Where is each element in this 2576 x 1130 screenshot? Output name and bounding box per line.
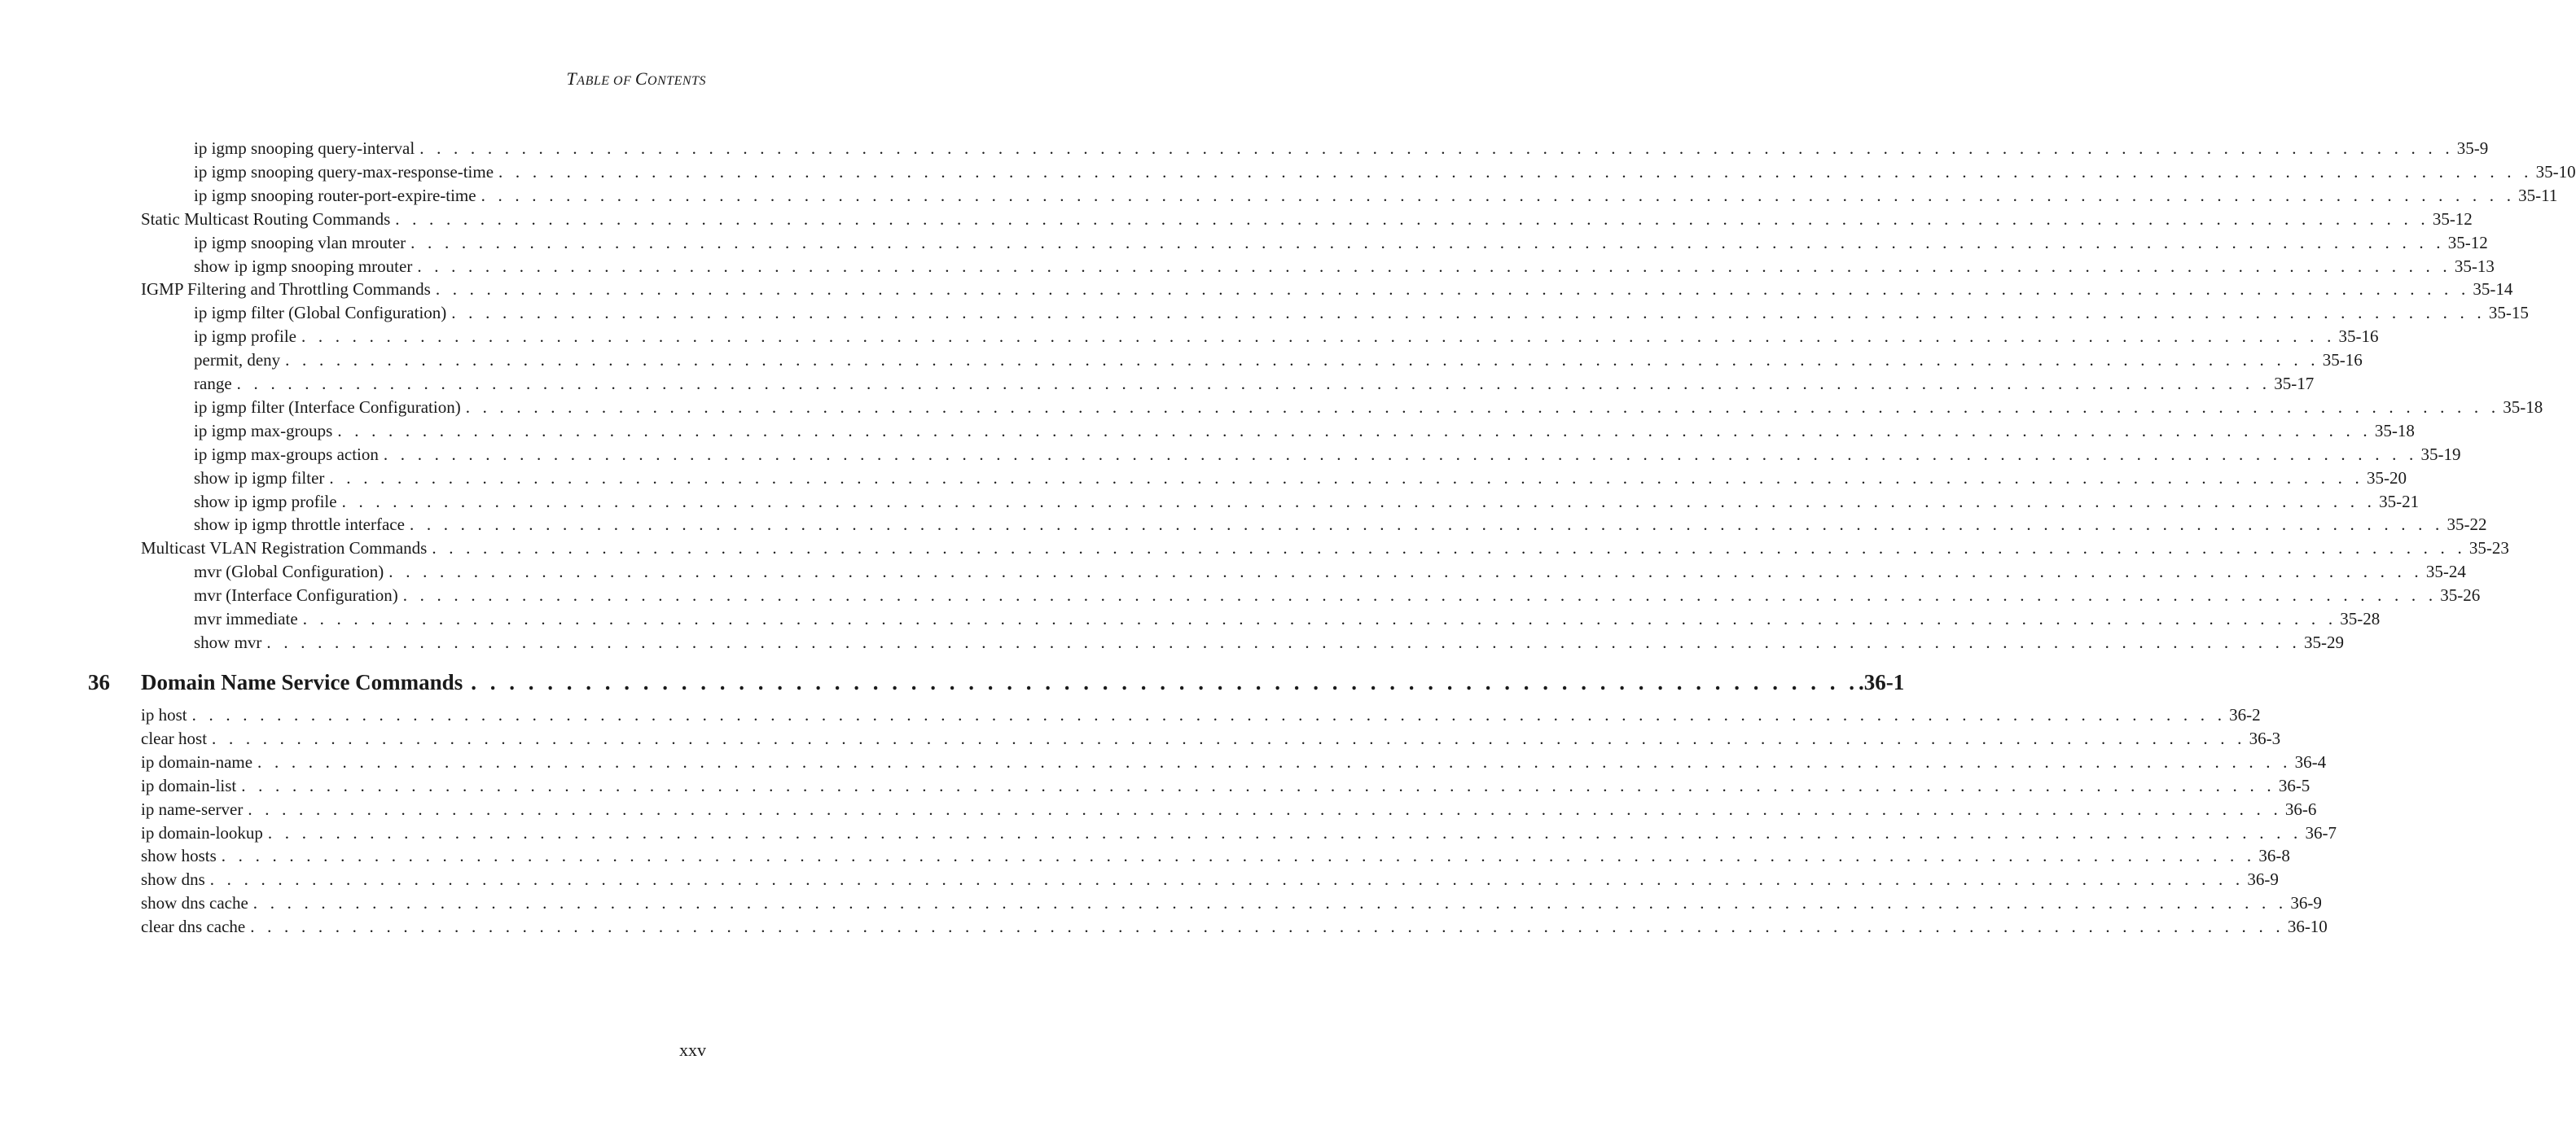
toc-entry-title: clear dns cache [141,917,246,937]
toc-entry-title: ip domain-name [141,751,253,772]
toc-entry-title: show ip igmp snooping mrouter [194,256,413,276]
toc-entry[interactable] [194,301,2529,325]
toc-entry-title: show ip igmp profile [194,491,337,511]
toc-entry[interactable] [141,868,2279,891]
toc-entry-title: ip igmp snooping router-port-expire-time [194,185,476,205]
dot-leader: . . . . . . . . . . . . . . . . . . . . . . . . . . . . . . . . . . . . . . . . . . . . . . . . . . . . . . . . . . . . . . . . . . . . . . . . . . . . . . . . . . . . . . . . . . . . . . . . . . . . . . . . . . . . . . . . . . . . . . . . [383,444,2418,464]
toc-entry-title: ip igmp snooping query-interval [194,138,415,158]
toc-entry-title: ip igmp max-groups action [194,444,379,464]
toc-entry[interactable] [194,584,2481,607]
toc-entry-title: show hosts [141,846,217,866]
toc-entry-title: ip igmp filter (Interface Configuration) [194,396,461,417]
chapter-heading[interactable] [88,670,1905,699]
toc-entry-title: show dns [141,869,205,890]
toc-entry-page: 35-9 [2456,138,2489,158]
dot-leader: . . . . . . . . . . . . . . . . . . . . . . . . . . . . . . . . . . . . . . . . . . . . . . . . . . . . . . . . . . . . . . . . . . . . . . . . . . . . . . . . . . . . . . . . . . . . . . . . . . . . . . . . . . . . . . . . . . . . . . . . [419,138,2454,158]
toc-entry-title: ip igmp max-groups [194,420,333,440]
toc-entry[interactable] [141,915,2328,939]
toc-entry-title: Multicast VLAN Registration Commands [141,538,428,558]
toc-entry-page: 35-14 [2473,279,2513,300]
dot-leader: . . . . . . . . . . . . . . . . . . . . . . . . . . . . . . . . . . . . . . . . . . . . . . . . . . . . . . . . . . . . . . . . . . . . . . . . . . . . . . . . . . . . . . . . . . . . . . . . . . . . . . . . . . . . . . . . . . . . . . . . [409,515,2444,535]
page-number: xxv [679,1040,706,1060]
toc-entry-page: 36-4 [2294,751,2327,772]
toc-entry-page: 35-11 [2518,185,2558,205]
dot-leader: . . . . . . . . . . . . . . . . . . . . . . . . . . . . . . . . . . . . . . . . . . . . . . . . . . . . . . . . . . . . . . . . . . . . . . . . . . . . . . . . . . . . . . . . . . . . . . . . . . . . . . . . . . . . . . . . . . . . . . . . [266,632,2301,652]
dot-leader: . . . . . . . . . . . . . . . . . . . . . . . . . . . . . . . . . . . . . . . . . . . . . . . . . . . . . . . . . . . . . . . . . . . . . . . . . . . . . . . . . . . . . . . . . . . . . . . . . . . . . . . . . . . . . . . . . . . . . . . . [236,374,2271,393]
dot-leader: . . . . . . . . . . . . . . . . . . . . . . . . . . . . . . . . . . . . . . . . . . . . . . . . . . . . . . . . . . . . . . . . . . . . . . . . . . . . . . . . . . . . . . . . . . . . . . . . . . . . . . . . . . . . . . . . . . . . . . . . [395,208,2429,229]
toc-entry[interactable] [141,821,2337,845]
dot-leader: . . . . . . . . . . . . . . . . . . . . . . . . . . . . . . . . . . . . . . . . . . . . . . . . . . . . . . . . . . . . . . . . . . . . . . . . . . . . . . . . . . . . . . . . . . . . . . . . . . . . . . . . . . . . . . . . . . . . . . . . [248,799,2282,819]
toc-entry-title: ip name-server [141,799,244,819]
toc-entry[interactable] [194,607,2381,631]
toc-entry[interactable] [194,255,2495,278]
dot-leader: . . . . . . . . . . . . . . . . . . . . . . . . . . . . . . . . . . . . . . . . . . . . . . . . . . . . . . . . . . . . . . . . . . . . . . . . . . . . . . . . . . . . . . . . . . . . . . . . . . . . . . . . . . . . . . . . . . . . . . . . [301,326,2336,347]
toc-entry-title: range [194,374,232,393]
toc-entry-page: 35-24 [2425,562,2466,582]
header-rest-2: ONTENTS [647,74,706,88]
toc-entry-title: show mvr [194,632,262,652]
toc-entry[interactable] [141,891,2322,915]
dot-leader: . . . . . . . . . . . . . . . . . . . . . . . . . . . . . . . . . . . . . . . . . . . . . . . . . . . . . . . . . . . . . . . . . . . . . . . . . . . . . . . . . . . . . . . . . . . . . . . . . . . . . . . . . . . . . . . . . . . . . . . . [241,775,2275,795]
header-rest-1: ABLE OF [577,74,635,88]
dot-leader: . . . . . . . . . . . . . . . . . . . . . . . . . . . . . . . . . . . . . . . . . . . . . . . . . . . . . . . . . . . . . . . . . . . . . . . . . . . . . . . . . . . . . . . . . . . . . . . . . . . . . . . . . . . . . . . . . . . . . . . . [209,869,2245,890]
toc-entry-page: 35-28 [2340,609,2381,629]
running-header [567,68,706,90]
toc-entry-page: 35-15 [2488,303,2529,323]
toc-entry-title: ip domain-list [141,775,237,795]
toc-entry-title: ip igmp snooping vlan mrouter [194,232,406,252]
toc-entry[interactable] [194,490,2420,514]
toc-entry-title: ip host [141,705,187,725]
toc-entry[interactable] [194,325,2379,348]
toc-entry-page: 35-20 [2366,467,2407,488]
toc-entry-page: 35-17 [2274,374,2315,393]
dot-leader: . . . . . . . . . . . . . . . . . . . . . . . . . . . . . . . . . . . . . . . . . . . . . . . . . . . . . . . . . . . . . . . . . . . . . . . . . . . . . . . . . . . . . . . . . . . . . . . . . . . . . . . . . . . . . . . . . . . . . . . . [212,728,2246,748]
toc-entry-title: ip domain-lookup [141,822,263,843]
toc-entry-page: 35-12 [2447,232,2488,252]
dot-leader: . . . . . . . . . . . . . . . . . . . . . . . . . . . . . . . . . . . . . . . . . . . . . . . . . . . . . . . . . . . . . . . . . . . . . . . . . . . . . . . . . . . . . . . . . . . . . . . . . . . . . . . . . . . . . . . . . . . . . . . . [329,467,2363,488]
toc-entry[interactable] [141,844,2290,868]
toc-entry-title: Static Multicast Routing Commands [141,208,391,229]
toc-entry-title: mvr (Interface Configuration) [194,585,398,606]
chapter-page: .36-1 [1858,670,1905,694]
toc-entry[interactable] [141,774,2311,798]
toc-entry[interactable] [194,160,2576,184]
toc-entry-title: show dns cache [141,893,248,913]
toc-entry[interactable] [141,751,2327,774]
toc-entry-title: mvr (Global Configuration) [194,562,384,582]
dot-leader: . . . . . . . . . . . . . . . . . . . . . . . . . . . . . . . . . . . . . . . . . . . . . . . . . . . . . . . . . . . . . . . . . . . . . . . . . . . . . . . . . . . . . . . . . . . . . . . . . . . . . . . . . . . . . . . . . . . . . . . . [498,161,2533,182]
toc-entry-page: 35-23 [2468,538,2509,558]
dot-leader: . . . . . . . . . . . . . . . . . . . . . . . . . . . . . . . . . . . . . . . . . . . . . . . . . . . . . . . . . . . . . . . . . . . . . . . . . . . . . . . . . . . . . . . . . . . . . . . . . . . . . . . . . . . . . . . . . . . . . . . . [337,420,2372,440]
dot-leader: . . . . . . . . . . . . . . . . . . . . . . . . . . . . . . . . . . . . . . . . . . . . . . . . . . . . . . . . . . . . . . . . . . . . . . . . . . . . . . . . . . . . . . . . . . . . . . . . . . . . . . . . . . . . . . . . . . . . . . . . [250,917,2284,937]
toc-entry-page: 36-2 [2229,705,2261,725]
toc-entry-page: 36-10 [2287,917,2328,937]
dot-leader: . . . . . . . . . . . . . . . . . . . . . . . . . . . . . . . . . . . . . . . . . . . . . . . . . . . . . . . . . . . . . . . . . . . . . . . . . . . . . . . . . . . . . . . . . . . . . . . . . . . . . . . . . . . . . . . . . . . . . . . . [432,538,2466,558]
toc-entry[interactable] [141,727,2281,751]
toc-entry[interactable] [194,137,2489,160]
toc-entry-page: 36-9 [2290,893,2322,913]
dot-leader: . . . . . . . . . . . . . . . . . . . . . . . . . . . . . . . . . . . . . . . . . . . . . . . . . . . . . . . . . . . . . . . . . . . . . . . . . . . . . . . . . . . . . . . . . . . . . . . . . . . . . . . . . . . . . . . . . . . . . . . . [302,609,2337,629]
toc-entry-page: 35-10 [2535,161,2576,182]
toc-entry-title: show ip igmp filter [194,467,325,488]
toc-entry-title: permit, deny [194,350,281,370]
toc-entry-title: ip igmp snooping query-max-response-time [194,161,494,182]
dot-leader: . . . . . . . . . . . . . . . . . . . . . . . . . . . . . . . . . . . . . . . . . . . . . . . . . . . . . . . . . . . . . . . . . . . . . . . . . . . . . . . . . . . . . . . . . . . . . . . . . . . . . . . . . . . . . . . . . . . . . . . . [417,256,2451,276]
toc-entry-page: 35-26 [2440,585,2481,606]
toc-entry-title: ip igmp profile [194,326,296,347]
toc-entry[interactable] [141,208,2473,231]
dot-leader: . . . . . . . . . . . . . . . . . . . . . . . . . . . . . . . . . . . . . . . . . . . . . . . . . . . . . . . . . . . . . . . . . . . . . . . . . . . . . . . . . . . . . . . . . . . . . . . . . . . . . . . . . . . . . . . . . . . . . . . . [341,491,2376,511]
dot-leader: . . . . . . . . . . . . . . . . . . . . . . . . . . . . . . . . . . . . . . . . . . . . . . . . . . . . . . . . . . . . . . . . . . . . . . . . . . . . . . . . . . . . . . . . . . . . . . . . . . . . . . . . . . . . . . . . . . . . . . . . [435,279,2470,300]
toc-entry[interactable] [194,348,2363,372]
toc-entry-page: 36-8 [2258,846,2290,866]
toc-entry-title: ip igmp filter (Global Configuration) [194,303,447,323]
dot-leader: . . . . . . . . . . . . . . . . . . . . . . . . . . . . . . . . . . . . . . . . . . . . . . . . . . . . . . . . . . . . . . . . . . . . . . . . . . . . . . . . . . . . . . . . . . . . . . . . . . . . . . . . . . . . . . . . . . . . . . . . [402,585,2438,606]
toc-entry[interactable] [194,443,2461,466]
toc-entry[interactable] [194,419,2415,443]
toc-entry-title: IGMP Filtering and Throttling Commands [141,279,431,300]
toc-entry-page: 36-9 [2247,869,2279,890]
toc-entry-page: 35-22 [2447,515,2487,535]
dot-leader: . . . . . . . . . . . . . . . . . . . . . . . . . . . . . . . . . . . . . . . . . . . . . . . . . . . . . . . . . . . . . . . . . . . . . . . . . . . . . . . . . . . . . . . . . . . . . . . . . . . . . . . . . . . . . . . . . . . . . . . . [285,350,2319,370]
toc-entry-page: 35-18 [2374,420,2415,440]
dot-leader: . . . . . . . . . . . . . . . . . . . . . . . . . . . . . . . . . . . . . . . . . . . . . . . . . . . . . . . . . . . . . . . . . . . . . . . . . . . . . . . . . . . . . . . . . . . . . . . . . . . . . . . . . . . . . . . . . . . . . . . . [465,396,2500,417]
toc-entry-page: 36-6 [2284,799,2317,819]
toc-entry-page: 35-18 [2503,396,2543,417]
dot-leader: . . . . . . . . . . . . . . . . . . . . . . . . . . . . . . . . . . . . . . . . . . . . . . . . . . . . . . . . . . . . . . . . . . . . . . . . . . . . . . . . . . . . . . . . . . . . . . . . . . . . . . . . . . . . . . . . . . . . . . . . [191,705,2227,725]
toc-entry-page: 36-5 [2278,775,2311,795]
toc-entry-page: 35-29 [2303,632,2344,652]
toc-entry[interactable] [141,798,2317,821]
toc-entry[interactable] [194,396,2543,419]
toc-entry-page: 36-3 [2249,728,2281,748]
dot-leader: . . . . . . . . . . . . . . . . . . . . . . . . . . . . . . . . . . . . . . . . . . . . . . . . . . . . . . . . . . . . . . . . . . . . . . . . . . . . . . . . . . . . . . . . . . . . . . . . . . . . . . . . . . . . . . . . . . . . . . . . [257,751,2292,772]
toc-entry[interactable] [194,231,2488,255]
toc-entry[interactable] [194,513,2487,537]
dot-leader: . . . . . . . . . . . . . . . . . . . . . . . . . . . . . . . . . . . . . . . . . . . . . . . . . . . . . . . . . . . . . . . . . . . . . . . . . [471,670,1858,694]
dot-leader: . . . . . . . . . . . . . . . . . . . . . . . . . . . . . . . . . . . . . . . . . . . . . . . . . . . . . . . . . . . . . . . . . . . . . . . . . . . . . . . . . . . . . . . . . . . . . . . . . . . . . . . . . . . . . . . . . . . . . . . . [451,303,2486,323]
toc-entry[interactable] [194,560,2466,584]
toc-entry-page: 35-13 [2454,256,2495,276]
toc-entry[interactable] [194,184,2558,208]
toc-entry[interactable] [141,703,2261,727]
toc-entry[interactable] [141,278,2513,301]
toc-entry[interactable] [194,631,2344,655]
toc-entry-title: show ip igmp throttle interface [194,515,405,535]
toc-entry-title: mvr immediate [194,609,298,629]
toc-entry[interactable] [141,537,2509,560]
toc-entry-page: 35-19 [2420,444,2461,464]
dot-leader: . . . . . . . . . . . . . . . . . . . . . . . . . . . . . . . . . . . . . . . . . . . . . . . . . . . . . . . . . . . . . . . . . . . . . . . . . . . . . . . . . . . . . . . . . . . . . . . . . . . . . . . . . . . . . . . . . . . . . . . . [388,562,2423,582]
header-cap-c: C [634,68,648,89]
toc-entry[interactable] [194,466,2407,490]
chapter-title: Domain Name Service Commands [141,670,463,694]
toc-entry[interactable] [194,372,2315,396]
dot-leader: . . . . . . . . . . . . . . . . . . . . . . . . . . . . . . . . . . . . . . . . . . . . . . . . . . . . . . . . . . . . . . . . . . . . . . . . . . . . . . . . . . . . . . . . . . . . . . . . . . . . . . . . . . . . . . . . . . . . . . . . [267,822,2302,843]
dot-leader: . . . . . . . . . . . . . . . . . . . . . . . . . . . . . . . . . . . . . . . . . . . . . . . . . . . . . . . . . . . . . . . . . . . . . . . . . . . . . . . . . . . . . . . . . . . . . . . . . . . . . . . . . . . . . . . . . . . . . . . . [410,232,2445,252]
toc-entry-title: clear host [141,728,208,748]
toc-entry-page: 36-7 [2305,822,2337,843]
toc-entry-page: 35-21 [2379,491,2420,511]
toc-entry-page: 35-12 [2432,208,2473,229]
toc-entry-page: 35-16 [2322,350,2363,370]
dot-leader: . . . . . . . . . . . . . . . . . . . . . . . . . . . . . . . . . . . . . . . . . . . . . . . . . . . . . . . . . . . . . . . . . . . . . . . . . . . . . . . . . . . . . . . . . . . . . . . . . . . . . . . . . . . . . . . . . . . . . . . . [481,185,2516,205]
toc-entry-page: 35-16 [2338,326,2379,347]
dot-leader: . . . . . . . . . . . . . . . . . . . . . . . . . . . . . . . . . . . . . . . . . . . . . . . . . . . . . . . . . . . . . . . . . . . . . . . . . . . . . . . . . . . . . . . . . . . . . . . . . . . . . . . . . . . . . . . . . . . . . . . . [252,893,2288,913]
dot-leader: . . . . . . . . . . . . . . . . . . . . . . . . . . . . . . . . . . . . . . . . . . . . . . . . . . . . . . . . . . . . . . . . . . . . . . . . . . . . . . . . . . . . . . . . . . . . . . . . . . . . . . . . . . . . . . . . . . . . . . . . [221,846,2256,866]
chapter-number: 36 [88,670,110,694]
header-cap-t: T [566,68,577,89]
